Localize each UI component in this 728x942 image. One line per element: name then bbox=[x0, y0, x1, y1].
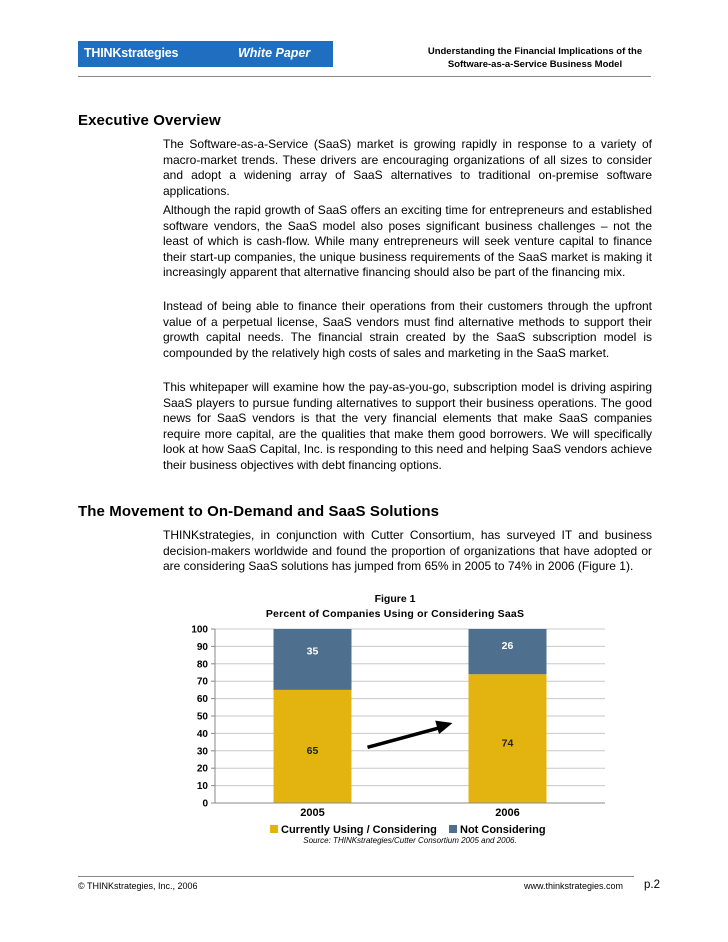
data-label: 74 bbox=[501, 737, 514, 750]
header-banner bbox=[78, 41, 333, 67]
paragraph: The Software-as-a-Service (SaaS) market is growing rapidly in response to a variety of macro-market trends. These drivers are encouraging organizations of all sizes to consider and adopt a widening array of SaaS alternatives to traditional on-premise software applications. bbox=[163, 137, 652, 198]
x-tick-label: 2006 bbox=[495, 807, 520, 819]
footer-copyright: © THINKstrategies, Inc., 2006 bbox=[78, 881, 198, 891]
doc-type-label: White Paper bbox=[238, 46, 311, 60]
stacked-bar-chart bbox=[180, 620, 620, 836]
y-tick-label: 50 bbox=[196, 711, 208, 723]
data-label: 65 bbox=[306, 744, 319, 757]
y-tick-label: 10 bbox=[196, 781, 208, 793]
y-tick-label: 30 bbox=[196, 746, 208, 758]
y-tick-label: 100 bbox=[191, 624, 208, 636]
trend-arrow bbox=[368, 721, 453, 748]
figure-source: Source: THINKstrategies/Cutter Consortium 2005 and 2006. bbox=[303, 836, 517, 845]
arrow-shaft bbox=[368, 726, 445, 747]
y-tick-label: 70 bbox=[196, 676, 208, 688]
y-tick-label: 0 bbox=[202, 798, 208, 810]
footer-divider bbox=[78, 876, 634, 878]
bar-2005-not-considering bbox=[274, 629, 352, 690]
y-tick-label: 60 bbox=[196, 694, 208, 706]
document-title bbox=[400, 45, 670, 71]
data-label: 35 bbox=[306, 645, 319, 658]
y-tick-label: 20 bbox=[196, 763, 208, 775]
header-divider bbox=[78, 76, 651, 78]
section-heading-on-demand-saas: The Movement to On-Demand and SaaS Solutions bbox=[78, 503, 440, 520]
y-tick-label: 80 bbox=[196, 659, 208, 671]
brand-logo-text: THINKstrategies bbox=[84, 46, 179, 60]
legend-swatch bbox=[449, 825, 457, 833]
document-title-line1: Understanding the Financial Implications of the bbox=[427, 46, 643, 57]
section-heading-executive-overview: Executive Overview bbox=[78, 112, 221, 129]
legend-label: Not Considering bbox=[460, 824, 546, 836]
legend bbox=[270, 824, 546, 836]
paragraph: Instead of being able to finance their operations from their customers through the upfront value of a perpetual license, SaaS vendors must find alternative methods to support their growth capital needs. The financial strain created by the SaaS subscription model is compounded by the relatively high costs of sales and marketing in the SaaS market. bbox=[163, 299, 652, 360]
y-tick-label: 90 bbox=[196, 641, 208, 653]
paragraph: THINKstrategies, in conjunction with Cutter Consortium, has surveyed IT and business decision-makers worldwide and found the proportion of organizations that have adopted or are considering SaaS solutions has jumped from 65% in 2005 to 74% in 2006 (Figure 1). bbox=[163, 528, 652, 574]
legend-label: Currently Using / Considering bbox=[281, 824, 437, 836]
paragraph: This whitepaper will examine how the pay-as-you-go, subscription model is driving aspiring SaaS players to pursue funding alternatives to support their business operations. The good news for SaaS vendors is that the very financial elements that make SaaS companies require more capital, are the qualities that make them good borrowers. We will specifically look at how SaaS Capital, Inc. is responding to this need and helping SaaS vendors achieve their business objectives with debt financing options. bbox=[163, 380, 652, 472]
legend-swatch bbox=[270, 825, 278, 833]
paragraph: Although the rapid growth of SaaS offers an exciting time for entrepreneurs and established software vendors, the SaaS model also poses significant business challenges – not the least of which is cash-flow. While many entrepreneurs will seek venture capital to finance their start-up companies, the unique business requirements of the SaaS market is making it increasingly apparent that alternative financing should also be part of the financing mix. bbox=[163, 203, 652, 280]
data-label: 26 bbox=[501, 639, 514, 652]
footer-url[interactable]: www.thinkstrategies.com bbox=[524, 881, 624, 891]
document-title-line2: Software-as-a-Service Business Model bbox=[447, 59, 623, 70]
y-tick-label: 40 bbox=[196, 728, 208, 740]
page-number: p.2 bbox=[644, 879, 660, 891]
x-tick-label: 2005 bbox=[300, 807, 325, 819]
arrow-head bbox=[435, 721, 452, 734]
figure-number: Figure 1 bbox=[374, 593, 416, 605]
chart-title: Percent of Companies Using or Considering SaaS bbox=[265, 608, 525, 620]
